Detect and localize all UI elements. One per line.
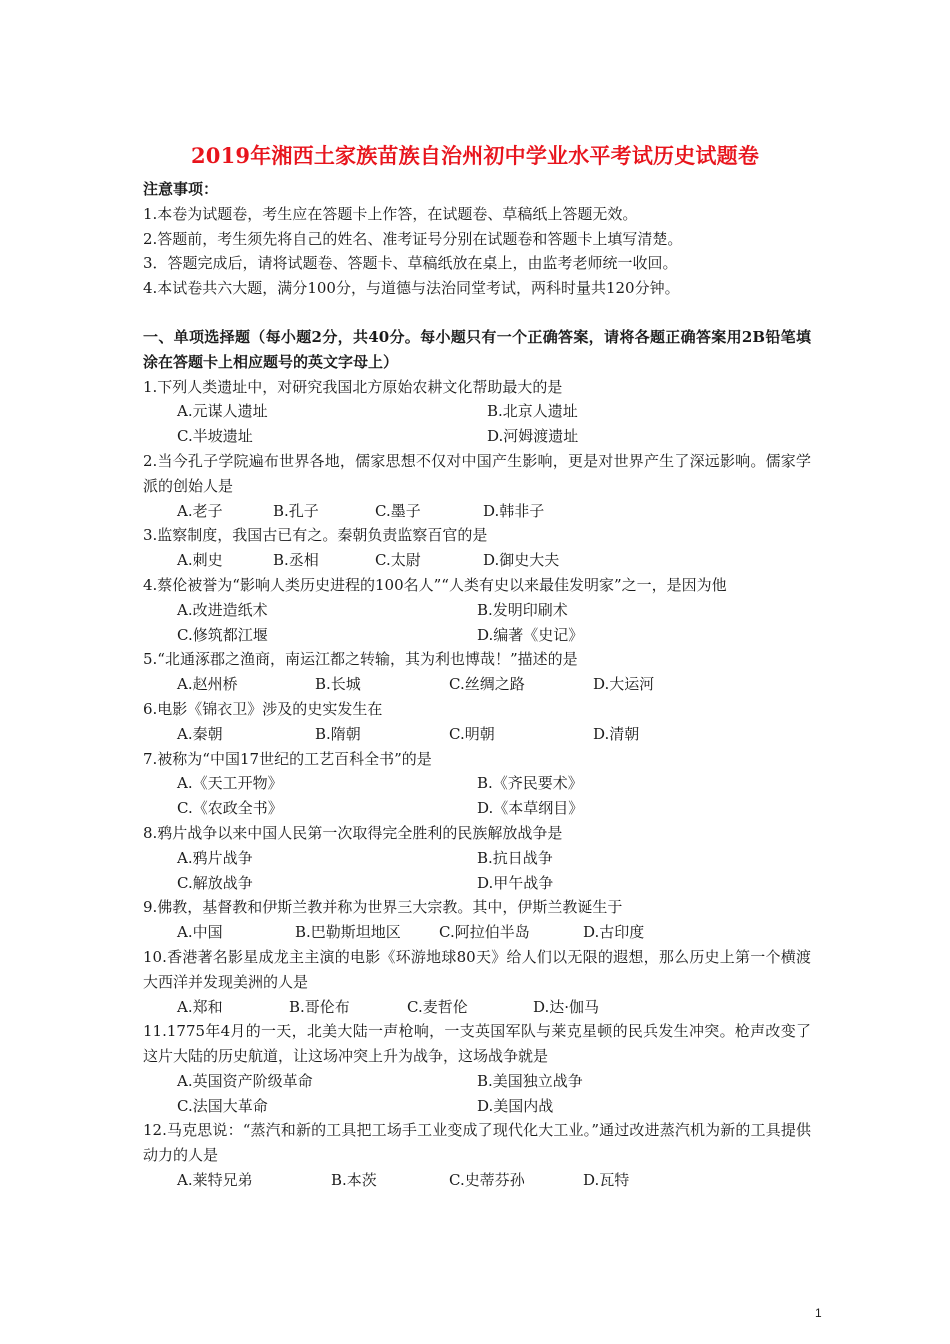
- option-row: [143, 771, 811, 796]
- option: B.长城: [315, 675, 361, 694]
- option: A.郑和: [177, 997, 223, 1016]
- option: C.半坡遗址: [177, 427, 253, 446]
- option: A.赵州桥: [177, 675, 238, 694]
- question-stem: 6.电影《锦衣卫》涉及的史实发生在: [143, 699, 383, 718]
- notice-item: 2.答题前，考生须先将自己的姓名、准考证号分别在试题卷和答题卡上填写清楚。: [143, 229, 683, 248]
- question-stem: 12.马克思说：“蒸汽和新的工具把工场手工业变成了现代化大工业。”通过改进蒸汽机为新的工具提供动力的人是: [143, 1121, 811, 1165]
- question-stem: 1.下列人类遗址中，对研究我国北方原始农耕文化帮助最大的是: [143, 377, 563, 396]
- notice-item: 1.本卷为试题卷，考生应在答题卡上作答，在试题卷、草稿纸上答题无效。: [143, 204, 638, 223]
- option: B.《齐民要术》: [477, 774, 583, 793]
- option: C.解放战争: [177, 873, 253, 892]
- option-row: [143, 920, 811, 945]
- option: B.孔子: [273, 501, 319, 520]
- option: C.史蒂芬孙: [449, 1171, 525, 1190]
- page-number: 1: [815, 1306, 822, 1320]
- option: A.元谋人遗址: [177, 402, 268, 421]
- option: B.本茨: [331, 1171, 377, 1190]
- notice-item: 4.本试卷共六大题，满分100分，与道德与法治同堂考试，两科时量共120分钟。: [143, 279, 680, 298]
- notice-item: 3．答题完成后，请将试题卷、答题卡、草稿纸放在桌上，由监考老师统一收回。: [143, 254, 678, 273]
- option-row: [143, 672, 811, 697]
- option: D.韩非子: [483, 501, 545, 520]
- spacer: [143, 301, 811, 325]
- option-row: [143, 499, 811, 524]
- option: A.刺史: [177, 551, 223, 570]
- exam-title: 2019年湘西土家族苗族自治州初中学业水平考试历史试题卷: [190, 143, 760, 168]
- option: A.英国资产阶级革命: [177, 1071, 313, 1090]
- option: D.达·伽马: [533, 997, 600, 1016]
- option: B.哥伦布: [289, 997, 350, 1016]
- question-stem: 4.蔡伦被誉为“影响人类历史进程的100名人”“人类有史以来最佳发明家”之一，是因为他: [143, 575, 727, 594]
- section-heading: 一、单项选择题（每小题2分，共40分。每小题只有一个正确答案，请将各题正确答案用2B铅笔填涂在答题卡上相应题号的英文字母上）: [143, 327, 811, 371]
- option: A.鸦片战争: [177, 848, 253, 867]
- option-row: [143, 995, 811, 1020]
- option-row: [143, 1094, 811, 1119]
- option: D.美国内战: [477, 1096, 554, 1115]
- question-stem: 5.“北通涿郡之渔商，南运江都之转输，其为利也博哉！”描述的是: [143, 650, 578, 669]
- question-stem: 11.1775年4月的一天，北美大陆一声枪响，一支英国军队与莱克星顿的民兵发生冲突。枪声改变了这片大陆的历史航道，让这场冲突上升为战争，这场战争就是: [143, 1022, 811, 1066]
- question-stem: 7.被称为“中国17世纪的工艺百科全书”的是: [143, 749, 432, 768]
- option: B.巴勒斯坦地区: [295, 923, 401, 942]
- option: A.改进造纸术: [177, 600, 268, 619]
- option-row: [143, 846, 811, 871]
- exam-content: [143, 177, 811, 1193]
- option: C.太尉: [375, 551, 421, 570]
- option: D.瓦特: [583, 1171, 630, 1190]
- option: A.莱特兄弟: [177, 1171, 253, 1190]
- option: B.丞相: [273, 551, 319, 570]
- question-stem: 8.鸦片战争以来中国人民第一次取得完全胜利的民族解放战争是: [143, 823, 563, 842]
- option: B.美国独立战争: [477, 1071, 583, 1090]
- option: C.丝绸之路: [449, 675, 525, 694]
- option: A.《天工开物》: [177, 774, 283, 793]
- option: B.抗日战争: [477, 848, 553, 867]
- option: B.隋朝: [315, 724, 361, 743]
- option-row: [143, 1069, 811, 1094]
- option: C.墨子: [375, 501, 421, 520]
- option: A.中国: [177, 923, 223, 942]
- option: C.修筑都江堰: [177, 625, 268, 644]
- option: C.麦哲伦: [407, 997, 468, 1016]
- option-row: [143, 722, 811, 747]
- option: A.秦朝: [177, 724, 223, 743]
- option-row: [143, 796, 811, 821]
- option-row: [143, 399, 811, 424]
- option-row: [143, 1168, 811, 1193]
- option-row: [143, 548, 811, 573]
- option: D.御史大夫: [483, 551, 560, 570]
- option: C.《农政全书》: [177, 799, 283, 818]
- option: D.甲午战争: [477, 873, 554, 892]
- option-row: [143, 424, 811, 449]
- question-stem: 10.香港著名影星成龙主主演的电影《环游地球80天》给人们以无限的遐想，那么历史上第一个横渡大西洋并发现美洲的人是: [143, 947, 811, 991]
- option: B.发明印刷术: [477, 600, 568, 619]
- option: D.古印度: [583, 923, 645, 942]
- option: D.河姆渡遗址: [487, 427, 579, 446]
- option: C.法国大革命: [177, 1096, 268, 1115]
- question-stem: 2.当今孔子学院遍布世界各地，儒家思想不仅对中国产生影响，更是对世界产生了深远影响。儒家学派的创始人是: [143, 451, 811, 495]
- option: C.阿拉伯半岛: [439, 923, 530, 942]
- option-row: [143, 623, 811, 648]
- question-stem: 3.监察制度，我国古已有之。秦朝负责监察百官的是: [143, 526, 488, 545]
- option-row: [143, 871, 811, 896]
- option: D.编著《史记》: [477, 625, 584, 644]
- option: D.大运河: [593, 675, 655, 694]
- question-stem: 9.佛教，基督教和伊斯兰教并称为世界三大宗教。其中，伊斯兰教诞生于: [143, 898, 623, 917]
- option: D.清朝: [593, 724, 640, 743]
- option: A.老子: [177, 501, 223, 520]
- option: B.北京人遗址: [487, 402, 578, 421]
- option: D.《本草纲目》: [477, 799, 584, 818]
- notice-heading: 注意事项：: [143, 180, 219, 198]
- option-row: [143, 598, 811, 623]
- option: C.明朝: [449, 724, 495, 743]
